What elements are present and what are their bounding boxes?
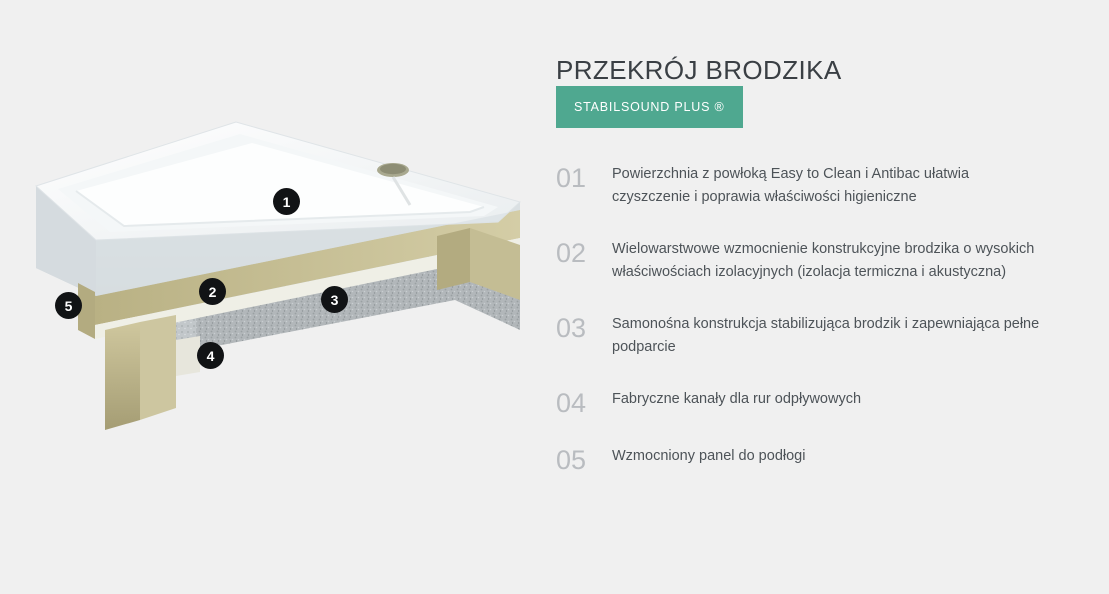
tray-top-surface — [36, 122, 520, 240]
marker-2[interactable]: 2 — [199, 278, 226, 305]
feature-text: Wzmocniony panel do podłogi — [612, 447, 806, 464]
feature-list — [556, 163, 1076, 502]
list-item — [556, 238, 1076, 285]
marker-4[interactable]: 4 — [197, 342, 224, 369]
list-item — [556, 163, 1076, 210]
page-title: PRZEKRÓJ BRODZIKA — [556, 55, 842, 86]
marker-5[interactable]: 5 — [55, 292, 82, 319]
list-item — [556, 388, 1076, 417]
stabilsound-badge: STABILSOUND PLUS ® — [556, 86, 743, 128]
feature-text: Samonośna konstrukcja stabilizująca brodzik i zapewniająca pełne podparcie — [612, 315, 1040, 356]
feature-number: 03 — [556, 312, 587, 343]
list-item — [556, 313, 1076, 360]
feature-number: 05 — [556, 444, 587, 475]
feature-number: 04 — [556, 387, 587, 418]
feature-number: 01 — [556, 163, 587, 193]
feature-text: Fabryczne kanały dla rur odpływowych — [612, 390, 862, 407]
info-panel — [556, 0, 1109, 594]
feature-text: Wielowarstwowe wzmocnienie konstrukcyjne brodzika o wysokich właściwościach izolacyjnych (izolacja termiczna i akustyczna) — [612, 240, 1035, 281]
marker-3[interactable]: 3 — [321, 286, 348, 313]
marker-1[interactable]: 1 — [273, 188, 300, 215]
list-item — [556, 445, 1076, 474]
feature-text: Powierzchnia z powłoką Easy to Clean i Antibac ułatwia czyszczenie i poprawia właściwości higieniczne — [612, 166, 970, 206]
feature-number: 02 — [556, 237, 587, 268]
